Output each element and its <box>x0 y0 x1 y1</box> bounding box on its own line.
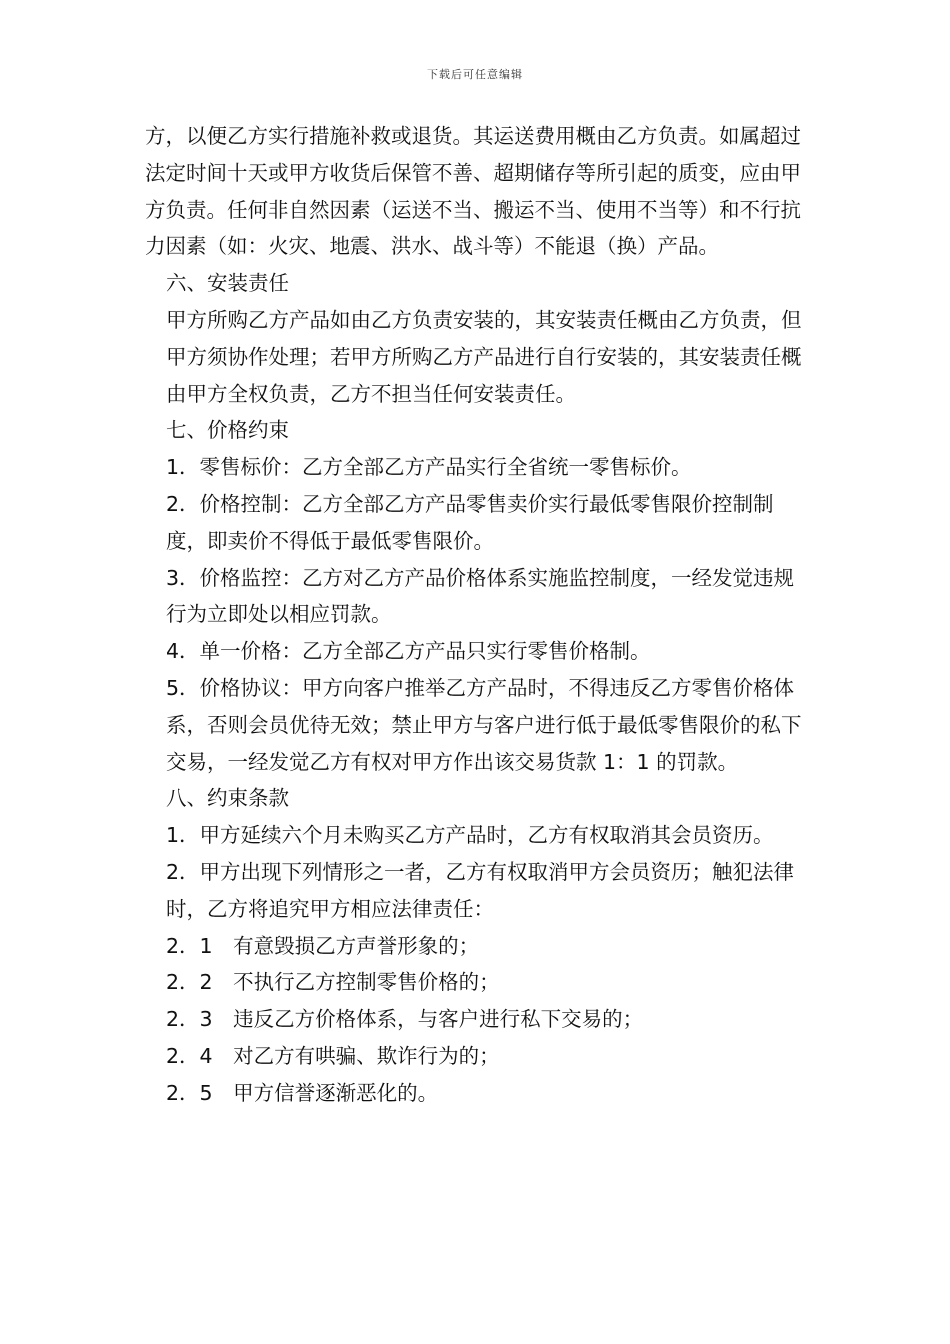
clause-single-price: 4．单一价格：乙方全部乙方产品只实行零售价格制。 <box>166 639 651 664</box>
clause-membership-revoke: 2．甲方出现下列情形之一者，乙方有权取消甲方会员资历；触犯法律时，乙方将追究甲方相应法律责任： <box>166 859 795 921</box>
section-heading-installation: 六、安装责任 <box>166 271 289 296</box>
subclause-2-5: 2．5 甲方信誉逐渐恶化的。 <box>166 1080 439 1105</box>
clause-price-monitoring: 3．价格监控：乙方对乙方产品价格体系实施监控制度，一经发觉违规行为立即处以相应罚款。 <box>166 565 795 627</box>
subclause-2-4: 2．4 对乙方有哄骗、欺诈行为的； <box>166 1043 500 1068</box>
section-heading-price: 七、价格约束 <box>166 418 289 443</box>
subclause-2-2: 2．2 不执行乙方控制零售价格的； <box>166 970 500 995</box>
clause-retail-price: 1．零售标价：乙方全部乙方产品实行全省统一零售标价。 <box>166 455 692 480</box>
page-header: 下载后可任意编辑 <box>427 68 523 81</box>
subclause-2-3: 2．3 违反乙方价格体系，与客户进行私下交易的； <box>166 1007 644 1032</box>
paragraph-installation: 甲方所购乙方产品如由乙方负责安装的，其安装责任概由乙方负责，但甲方须协作处理；若甲方所购乙方产品进行自行安装的，其安装责任概由甲方全权负责，乙方不担当任何安装责任。 <box>166 307 802 406</box>
clause-membership-lapse: 1．甲方延续六个月未购买乙方产品时，乙方有权取消其会员资历。 <box>166 823 774 848</box>
document-body <box>145 118 813 1112</box>
clause-price-agreement: 5．价格协议：甲方向客户推举乙方产品时，不得违反乙方零售价格体系，否则会员优待无效；禁止甲方与客户进行低于最低零售限价的私下交易，一经发觉乙方有权对甲方作出该交易货款 1：1 的罚款。 <box>166 675 802 774</box>
subclause-2-1: 2．1 有意毁损乙方声誉形象的； <box>166 933 480 958</box>
clause-price-control: 2．价格控制：乙方全部乙方产品零售卖价实行最低零售限价控制制度，即卖价不得低于最低零售限价。 <box>166 491 774 553</box>
section-heading-restrictions: 八、约束条款 <box>166 786 289 811</box>
paragraph-return-policy: 方，以便乙方实行措施补救或退货。其运送费用概由乙方负责。如属超过法定时间十天或甲方收货后保管不善、超期储存等所引起的质变，应由甲方负责。任何非自然因素（运送不当、搬运不当、使用不当等）和不行抗力因素（如：火灾、地震、洪水、战斗等）不能退（换）产品。 <box>145 124 801 259</box>
